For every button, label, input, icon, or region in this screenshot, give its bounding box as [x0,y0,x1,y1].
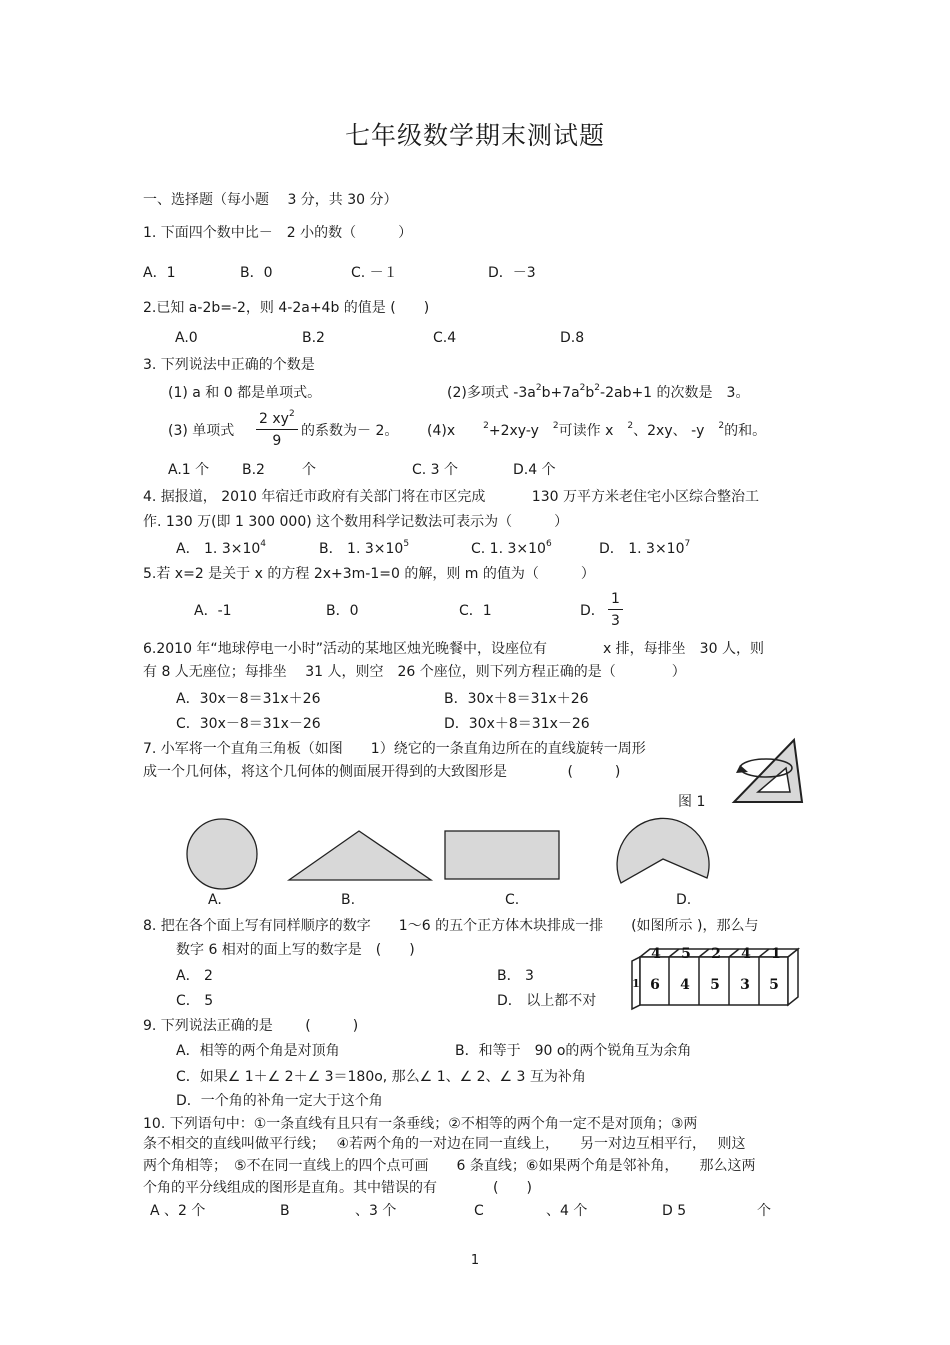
q6-option-d: D．30x＋8＝31x－26 [444,716,590,732]
q5-option-c: C．1 [459,603,492,619]
q2-option-d: D.8 [560,330,585,346]
shape-label-b: B. [341,892,356,908]
shape-triangle [287,828,433,882]
section-heading: 一、选择题（每小题 3 分，共 30 分） [143,192,398,208]
q2-stem: 2.已知 a-2b=-2，则 4-2a+4b 的值是 ( ) [143,300,430,316]
q4-option-a: A． 1. $3\times 10^4$ [176,539,267,557]
q7-stem-line2: 成一个几何体，将这个几何体的侧面展开得到的大致图形是 ( ) [143,764,621,780]
shape-label-c: C. [505,892,520,908]
q5-option-b: B．0 [326,603,359,619]
q3-stem: 3. 下列说法中正确的个数是 [143,357,315,373]
q7-stem-line1: 7. 小军将一个直角三角板（如图 1）绕它的一条直角边所在的直线旋转一周形 [143,741,646,757]
q4-option-c: C. 1. $3\times 10^6$ [471,539,552,557]
cube-front-2: 4 [680,977,690,993]
q4-stem-line1: 4. 据报道， 2010 年宿迁市政府有关部门将在市区完成 130 万平方米老住宅小区综合整治工 [143,489,759,505]
q1-option-c: C. －１ [351,265,398,281]
q2-option-b: B.2 [302,330,325,346]
q4-option-d: D． 1. $3\times 10^7$ [599,539,691,557]
figure-1-caption: 图 1 [678,794,706,810]
q3-fraction: $\frac{2 xy^2}{9}$ [256,409,298,452]
q9-option-a: A．相等的两个角是对顶角 [176,1043,340,1059]
cube-top-1: 4 [651,946,661,962]
q3-option-c: C. 3 个 [412,462,459,478]
cube-top-3: 2 [711,946,721,962]
page-number: 1 [470,1253,480,1268]
q6-stem-line1: 6.2010 年“地球停电一小时”活动的某地区烛光晚餐中，设座位有 x 排，每排坐 30 人，则 [143,641,764,657]
q1-stem: 1. 下面四个数中比－ 2 小的数（ ） [143,225,413,241]
cube-front-4: 3 [740,977,750,993]
cube-row-figure [630,947,804,1015]
q9-option-b: B．和等于 90 o的两个锐角互为余角 [455,1043,692,1059]
cube-top-2: 5 [681,946,691,962]
q3-statement-1: (1) a 和 0 都是单项式。 [168,385,322,401]
cube-top-5: 1 [771,946,781,962]
q8-stem-line1: 8. 把在各个面上写有同样顺序的数字 1～6 的五个正方体木块排成一排 (如图所示 )，那么与 [143,918,759,934]
q4-option-b: B． 1. $3\times 10^5$ [319,539,410,557]
q10-option-a: A 、2 个 [150,1203,206,1219]
q10-option-c: C [474,1203,484,1219]
q3-option-b: B.2 [242,462,265,478]
cube-front-1: 6 [650,977,660,993]
shape-circle [185,818,261,890]
q3-statement-4: (4)x $^2$+2xy-y $^2$可读作 x $^2$、2xy、 -y $^2$的和。 [427,421,767,439]
q8-option-d: D． 以上都不对 [497,993,597,1009]
q6-option-a: A．30x－8＝31x＋26 [176,691,321,707]
q9-stem: 9. 下列说法正确的是 ( ) [143,1018,359,1034]
q10-option-c-text: 、4 个 [546,1203,588,1219]
q10-stem-line1: 10. 下列语句中：①一条直线有且只有一条垂线；②不相等的两个角一定不是对顶角；③两 [143,1116,698,1132]
q4-stem-line2: 作. 130 万(即 1 300 000) 这个数用科学记数法可表示为（ ） [143,514,569,530]
q10-stem-line2: 条不相交的直线叫做平行线； ④若两个角的一对边在同一直线上， 另一对边互相平行， 则这 [143,1136,746,1152]
q8-option-b: B． 3 [497,968,534,984]
q1-option-d: D．－3 [488,265,536,281]
q10-option-d-unit: 个 [757,1203,771,1219]
cube-side-left: 1 [632,977,640,990]
shape-label-a: A. [208,892,222,908]
shape-rectangle [443,829,561,881]
cube-front-5: 5 [769,977,779,993]
q1-option-b: B．0 [240,265,273,281]
q10-option-d: D 5 [662,1203,687,1219]
shape-label-d: D. [676,892,692,908]
cube-front-3: 5 [710,977,720,993]
shape-sector [615,812,711,888]
q3-statement-2: (2)多项式 $-3a^2b+7a^2b^2-2ab+1$ 的次数是 3。 [447,383,750,401]
cube-top-4: 4 [741,946,751,962]
q10-stem-line4: 个角的平分线组成的图形是直角。其中错误的有 ( ) [143,1180,532,1196]
q10-stem-line3: 两个角相等； ⑤不在同一直线上的四个点可画 6 条直线；⑥如果两个角是邻补角， 那么这两 [143,1158,756,1174]
q2-option-a: A.0 [175,330,198,346]
q8-option-a: A． 2 [176,968,213,984]
q10-option-b: B [280,1203,290,1219]
q5-option-d: D． [580,603,605,619]
rotating-triangle-figure [728,738,804,806]
q3-option-d: D.4 个 [513,462,556,478]
q8-stem-line2: 数字 6 相对的面上写的数字是 ( ) [176,942,415,958]
q9-option-c: C．如果∠ 1＋∠ 2＋∠ 3＝180o, 那么∠ 1、∠ 2、∠ 3 互为补角 [176,1069,586,1085]
q8-option-c: C． 5 [176,993,214,1009]
q3-option-b-unit: 个 [302,462,316,478]
q1-option-a: A．1 [143,265,176,281]
q6-option-b: B．30x＋8＝31x＋26 [444,691,589,707]
page-title: 七年级数学期末测试题 [344,121,605,150]
q6-option-c: C．30x－8＝31x－26 [176,716,321,732]
q3-statement-3-text: 的系数为－ 2。 [301,423,399,439]
q6-stem-line2: 有 8 人无座位；每排坐 31 人，则空 26 个座位，则下列方程正确的是（ ） [143,664,686,680]
q9-option-d: D．一个角的补角一定大于这个角 [176,1093,383,1109]
q5-option-d-fraction: $\frac{1}{3}$ [608,589,623,632]
q5-option-a: A．-1 [194,603,232,619]
q2-option-c: C.4 [433,330,457,346]
q3-option-a: A.1 个 [168,462,210,478]
q5-stem: 5.若 x=2 是关于 x 的方程 2x+3m-1=0 的解，则 m 的值为（ ） [143,566,595,582]
q10-option-b-text: 、3 个 [355,1203,397,1219]
q3-statement-3-label: (3) 单项式 [168,423,235,439]
